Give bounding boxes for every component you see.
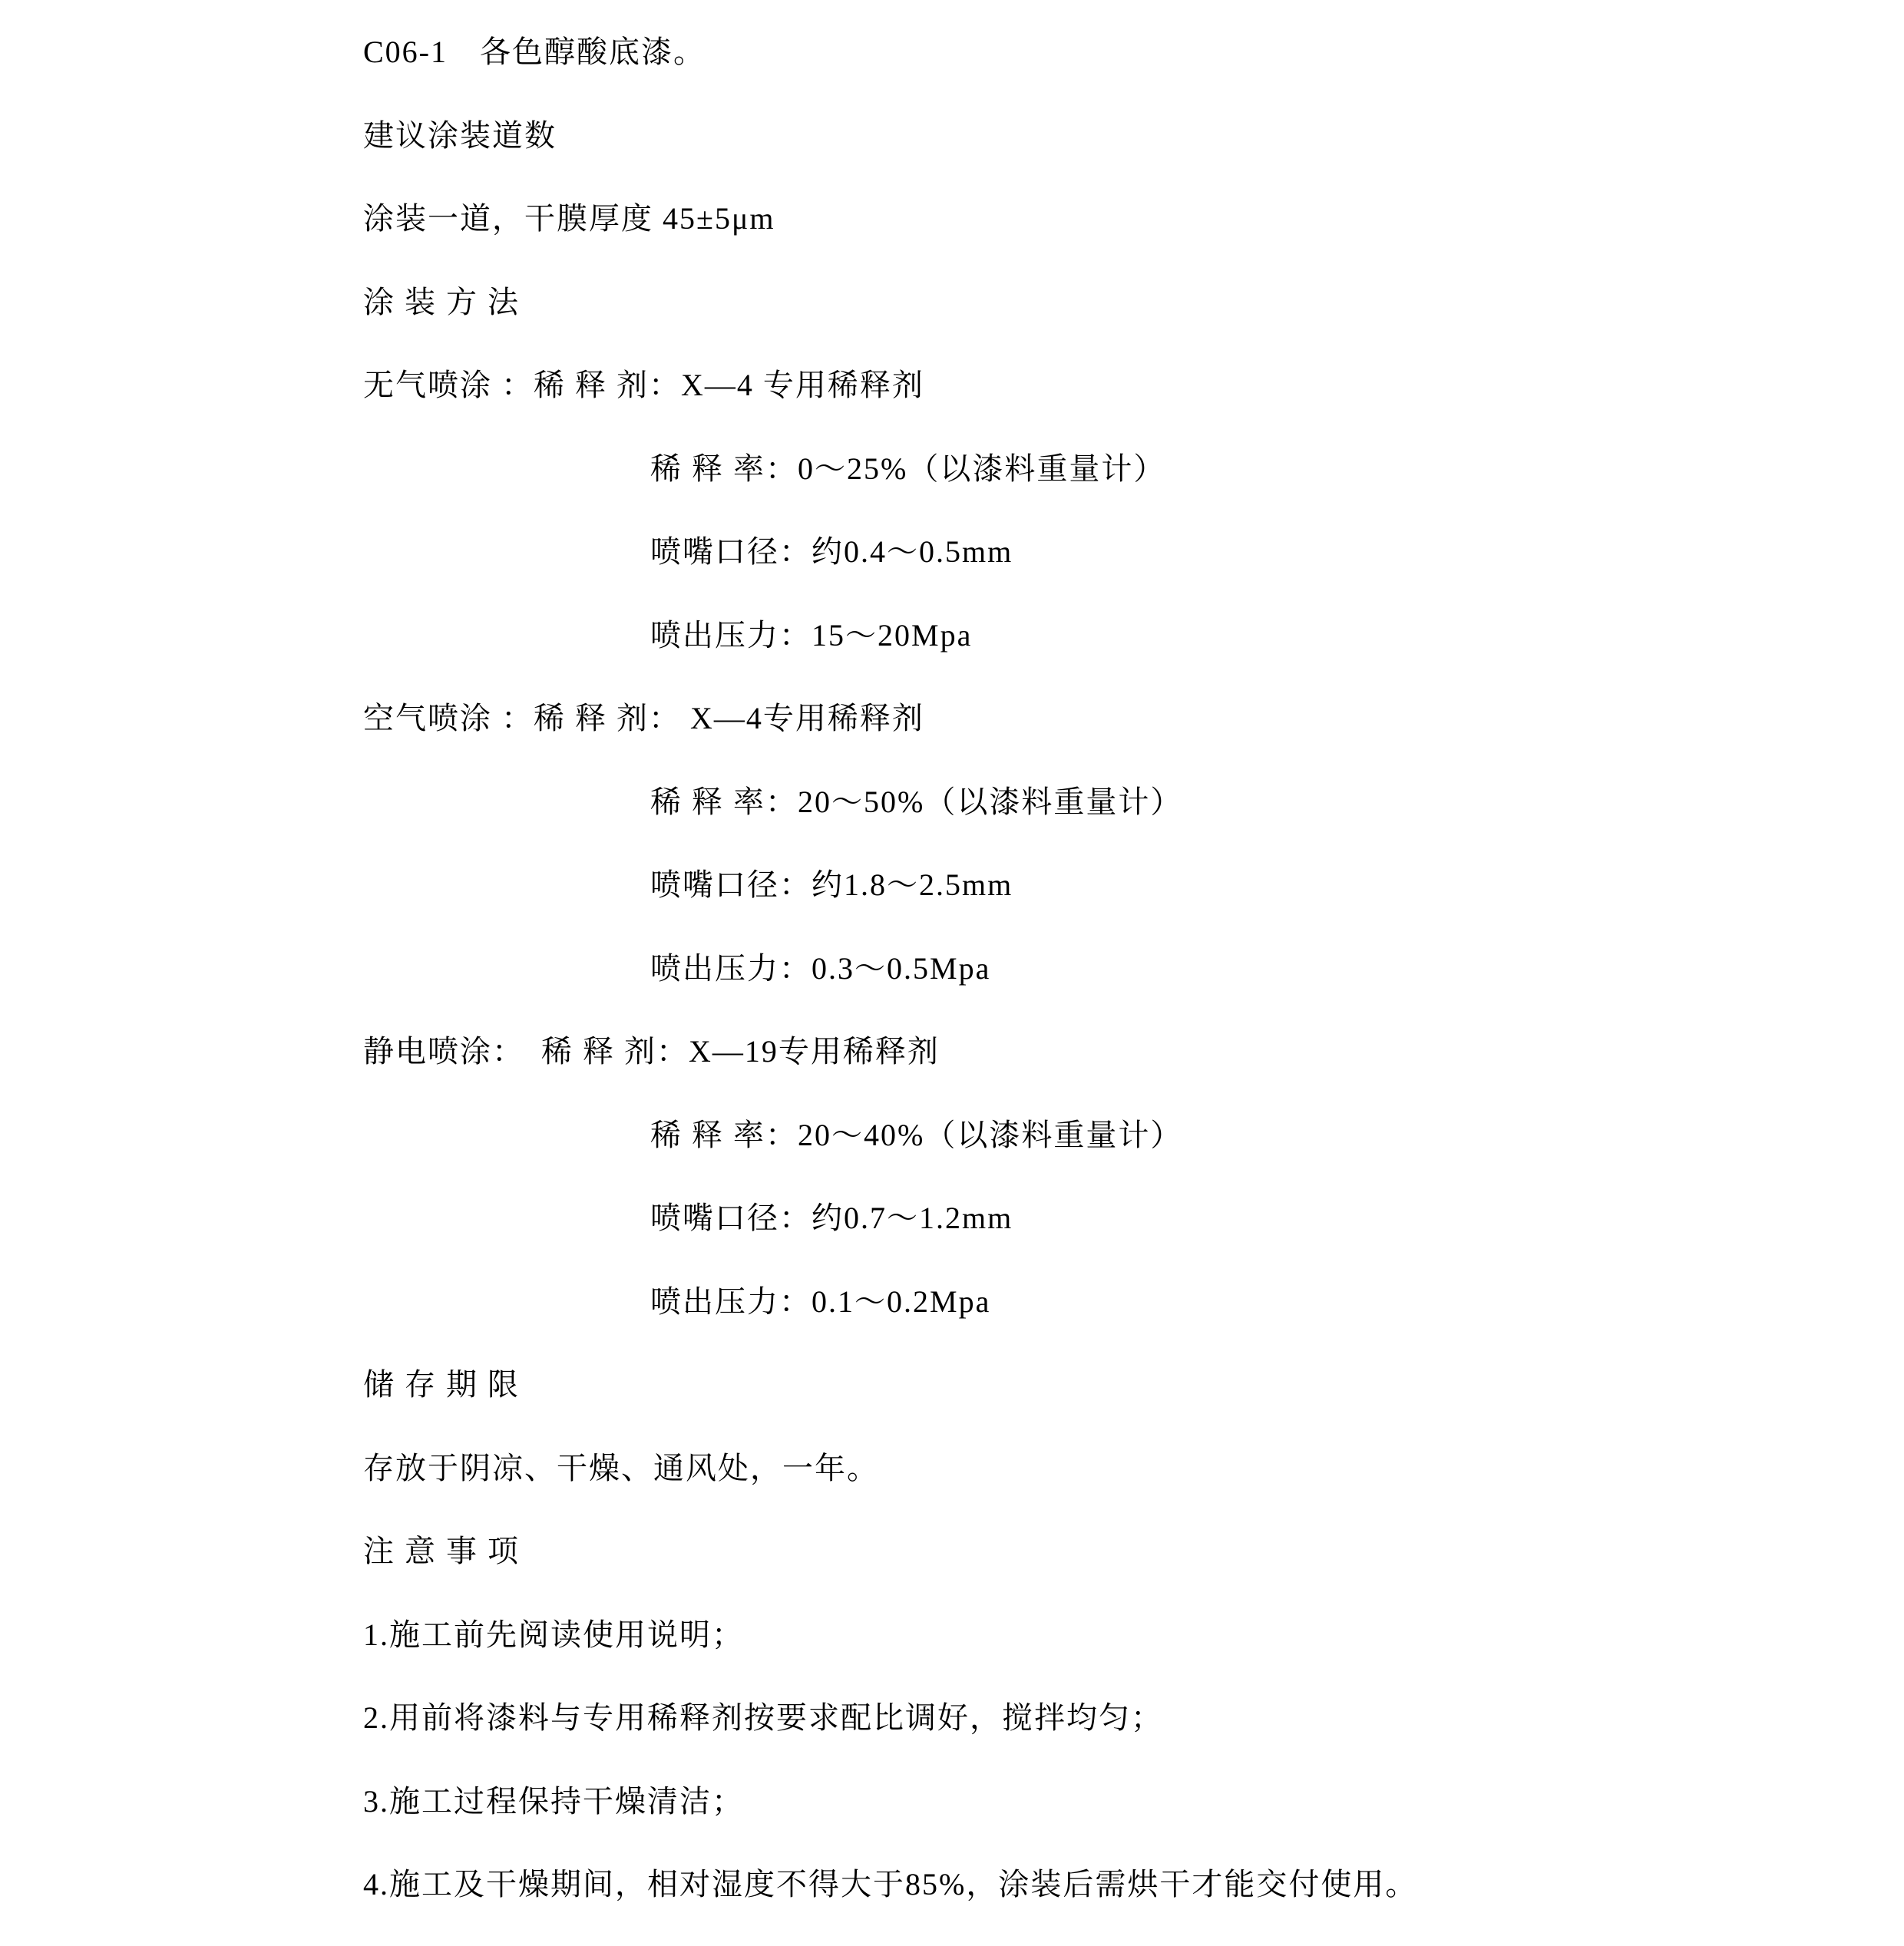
airless-spray-thinner-line: 无气喷涂 ：稀 释 剂：X—4 专用稀释剂 <box>363 368 924 402</box>
air-spray-thinner-line: 空气喷涂 ：稀 释 剂： X—4专用稀释剂 <box>363 701 924 735</box>
precaution-item-3: 3.施工过程保持干燥清洁； <box>363 1783 744 1819</box>
precaution-item-2: 2.用前将漆料与专用稀释剂按要求配比调好，搅拌均匀； <box>363 1700 1163 1735</box>
electrostatic-spray-pressure-line: 喷出压力：0.1～0.2Mpa <box>650 1284 991 1319</box>
precaution-item-1: 1.施工前先阅读使用说明； <box>363 1617 744 1652</box>
product-code-line: C06-1 各色醇酸底漆。 <box>363 35 706 69</box>
airless-spray-pressure-line: 喷出压力：15～20Mpa <box>650 617 973 653</box>
storage-detail-line: 存放于阴凉、干燥、通风处，一年。 <box>363 1450 879 1485</box>
airless-nozzle-diameter-line: 喷嘴口径：约0.4～0.5mm <box>650 534 1013 569</box>
document-body <box>363 11 1843 1927</box>
coats-detail-line: 涂装一道，干膜厚度 45±5μm <box>363 201 775 236</box>
electrostatic-spray-thinner-line: 静电喷涂： 稀 释 剂：X—19专用稀释剂 <box>363 1034 940 1069</box>
airless-dilution-rate-line: 稀 释 率：0～25%（以漆料重量计） <box>650 451 1166 486</box>
section-recommended-coats: 建议涂装道数 <box>363 117 557 153</box>
air-spray-pressure-line: 喷出压力：0.3～0.5Mpa <box>650 950 991 986</box>
section-precautions: 注 意 事 项 <box>363 1534 520 1568</box>
air-dilution-rate-line: 稀 释 率：20～50%（以漆料重量计） <box>650 784 1183 819</box>
electrostatic-dilution-rate-line: 稀 释 率：20～40%（以漆料重量计） <box>650 1117 1183 1152</box>
section-storage-period: 储 存 期 限 <box>363 1367 520 1402</box>
electrostatic-nozzle-diameter-line: 喷嘴口径：约0.7～1.2mm <box>650 1201 1013 1235</box>
precaution-item-4: 4.施工及干燥期间，相对湿度不得大于85%，涂装后需烘干才能交付使用。 <box>363 1867 1418 1901</box>
air-nozzle-diameter-line: 喷嘴口径：约1.8～2.5mm <box>650 867 1013 902</box>
section-application-methods: 涂 装 方 法 <box>363 284 520 319</box>
